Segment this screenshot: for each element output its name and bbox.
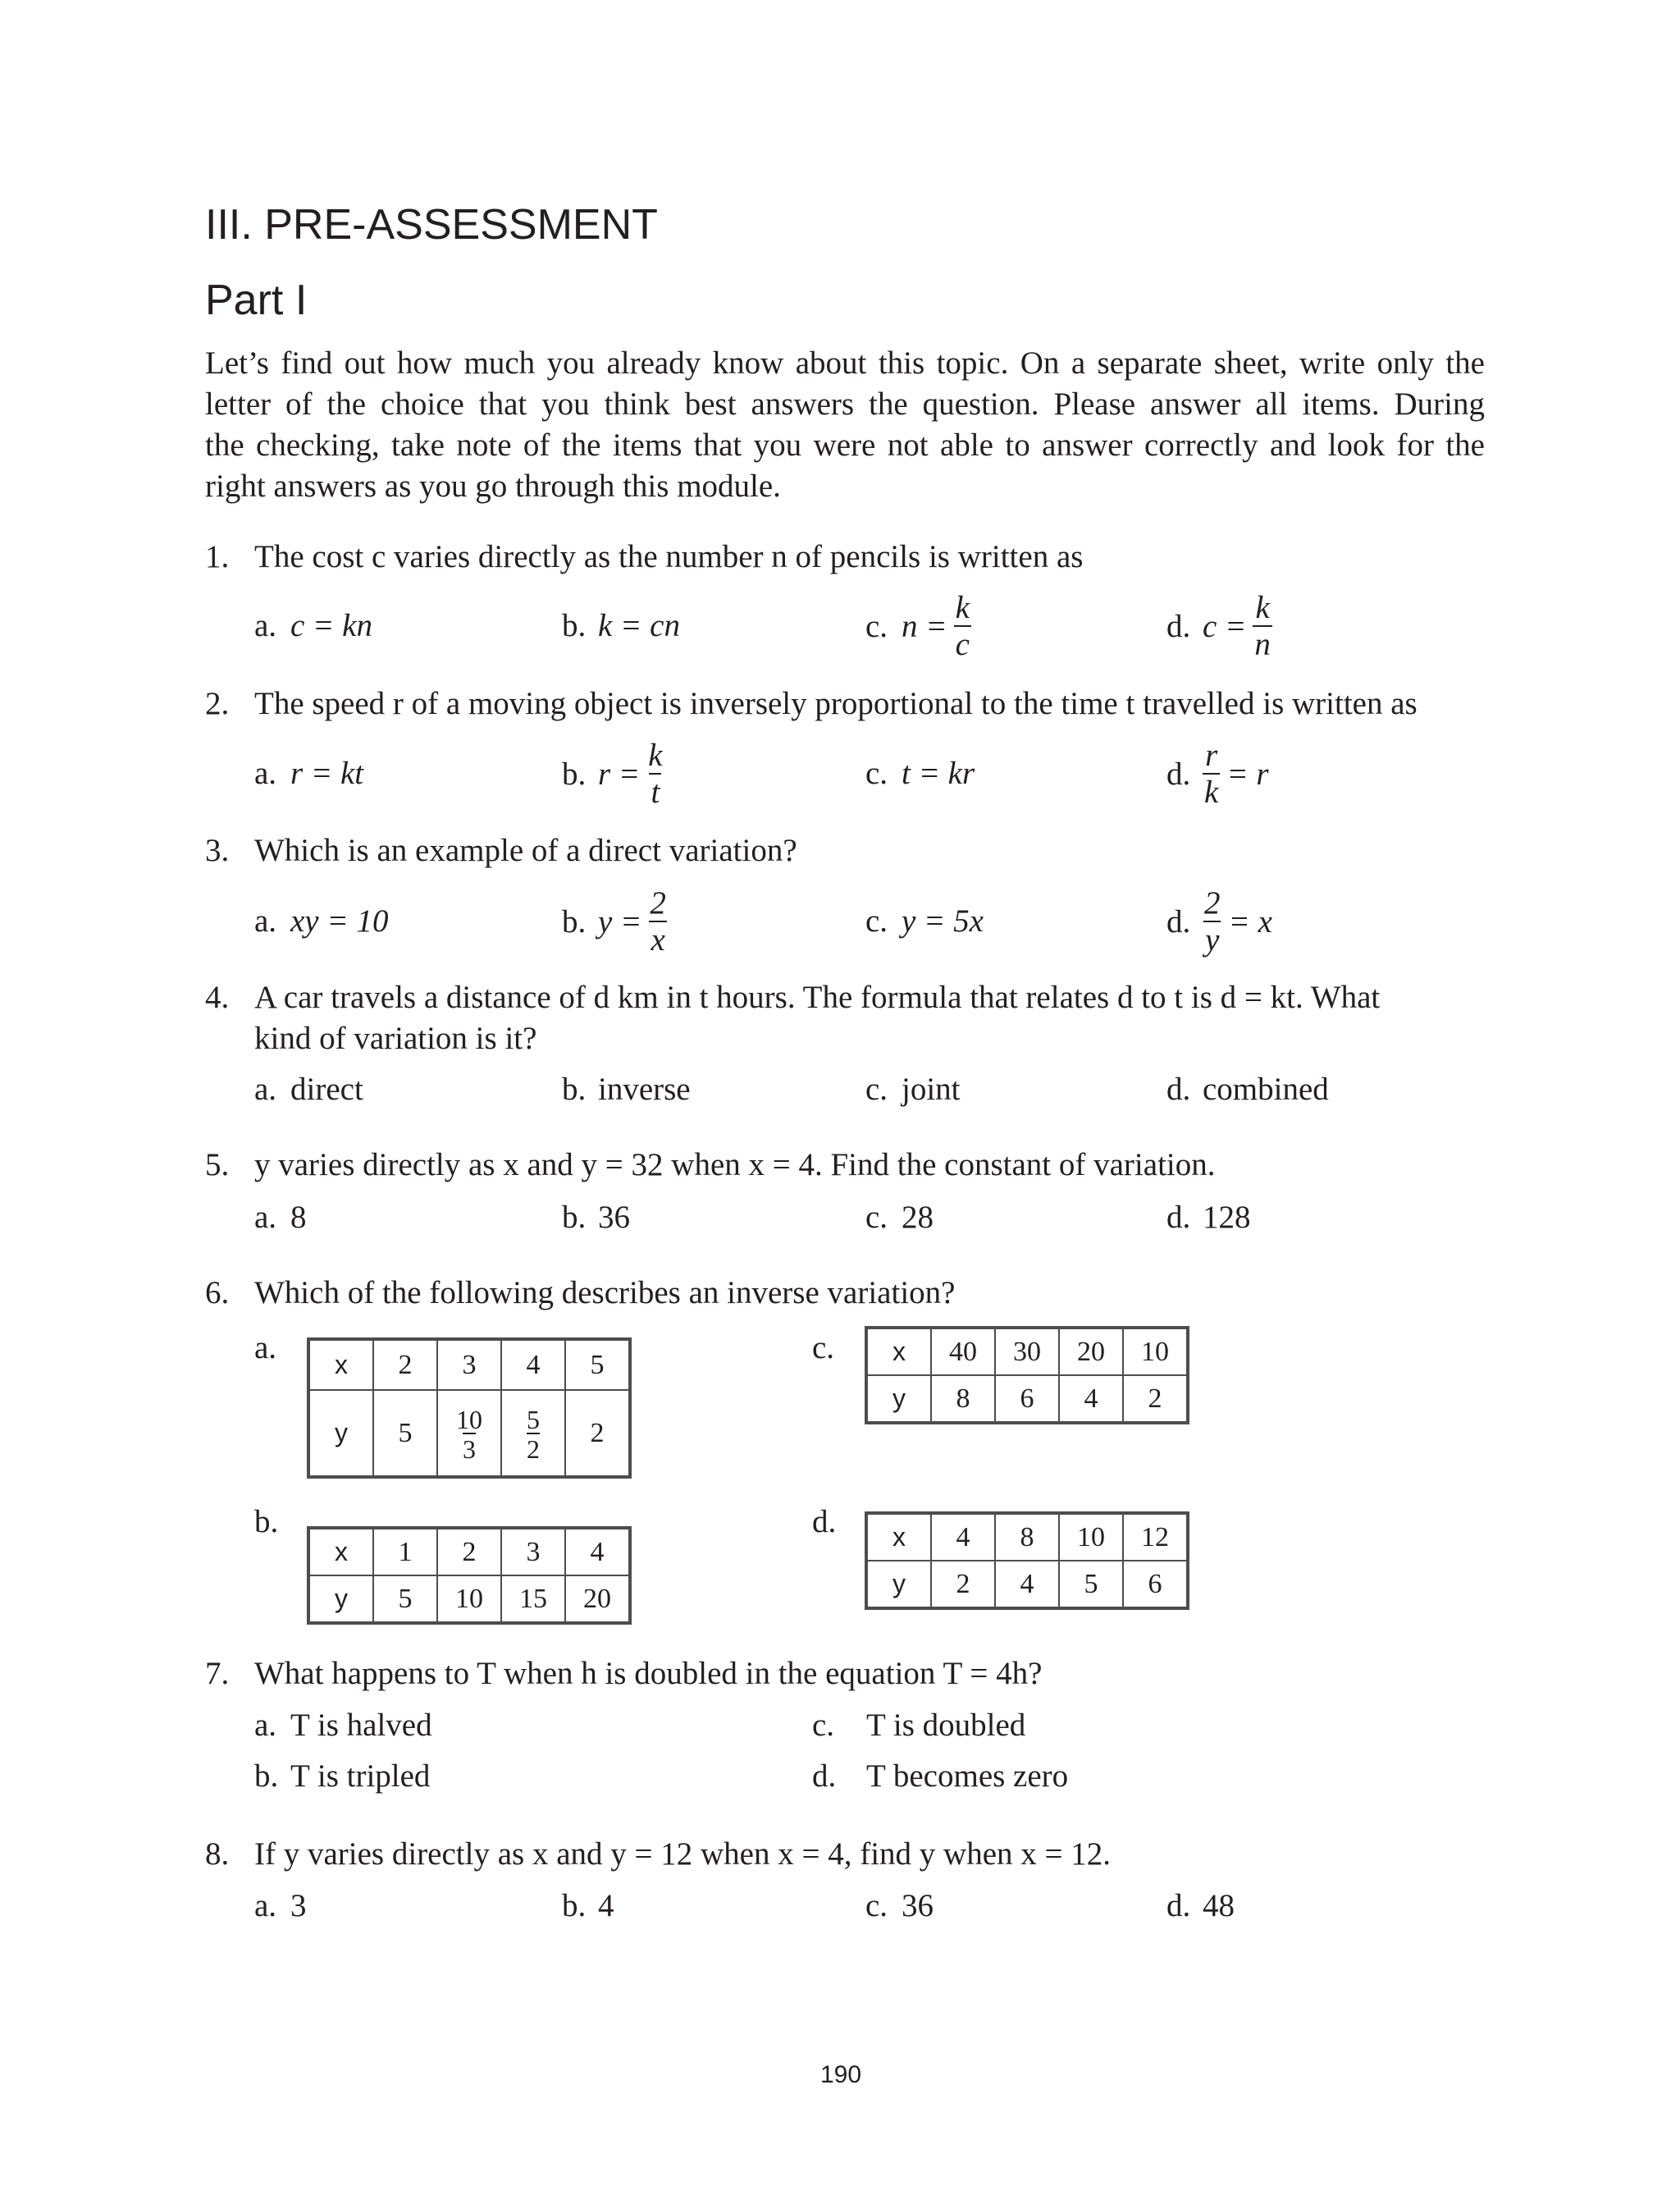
table-cell: 2 (373, 1339, 437, 1390)
table-cell: y (866, 1561, 931, 1608)
table-cell (501, 1390, 565, 1477)
option-text: 8 (290, 1200, 307, 1235)
table-cell: 2 (1123, 1375, 1188, 1423)
option-4a[interactable] (254, 1069, 363, 1110)
question-number: 6. (205, 1275, 230, 1310)
question-text: Which of the following describes an inverse variation? (254, 1275, 956, 1310)
option-letter: d. (1166, 1888, 1191, 1923)
option-lhs: r = (598, 756, 641, 792)
table-cell: x (866, 1513, 931, 1561)
table-cell: 8 (931, 1375, 995, 1423)
table-6a (307, 1337, 632, 1479)
option-letter: d. (812, 1758, 837, 1794)
option-letter: d. (1166, 1200, 1191, 1235)
question-text: A car travels a distance of d km in t hours. The formula that relates d to t is d = kt. What (254, 980, 1381, 1015)
fraction-numerator: k (1255, 590, 1270, 625)
fraction-numerator: 10 (456, 1404, 482, 1434)
table-cell: 20 (565, 1575, 630, 1623)
fraction-numerator: r (1205, 738, 1218, 773)
table-cell: 5 (1059, 1561, 1123, 1608)
option-lhs: c = (1203, 608, 1247, 644)
option-text: combined (1203, 1072, 1329, 1107)
table-cell: 20 (1059, 1328, 1123, 1375)
table-cell: 1 (373, 1528, 437, 1575)
table-cell: y (308, 1575, 373, 1623)
option-letter: c. (865, 903, 888, 939)
fraction-numerator: k (955, 590, 970, 625)
option-letter: b. (562, 756, 587, 792)
question-text: If y varies directly as x and y = 12 when x = 4, find y when x = 12. (254, 1836, 1112, 1872)
table-cell: 4 (501, 1339, 565, 1390)
option-3b[interactable] (562, 880, 668, 962)
option-text: 128 (1203, 1200, 1251, 1235)
section-title: III. PRE-ASSESSMENT (205, 201, 658, 249)
fraction-denominator: t (651, 775, 660, 810)
table-6c (865, 1326, 1189, 1424)
table-cell: y (866, 1375, 931, 1423)
option-letter: c. (865, 756, 888, 791)
table-row (866, 1513, 1188, 1561)
option-7d[interactable] (812, 1756, 1068, 1797)
table-cell: x (308, 1528, 373, 1575)
fraction-denominator: n (1254, 627, 1271, 662)
table-cell: 10 (1123, 1328, 1188, 1375)
option-letter: c. (812, 1708, 835, 1743)
option-8d[interactable] (1166, 1886, 1235, 1927)
option-2c[interactable] (865, 753, 975, 794)
option-3c[interactable] (865, 901, 984, 942)
option-letter: b. (562, 1072, 587, 1107)
option-8c[interactable] (865, 1886, 934, 1927)
option-letter: a. (254, 608, 277, 643)
option-2a[interactable] (254, 753, 363, 794)
option-letter-6d[interactable]: d. (812, 1504, 837, 1539)
table-cell: 12 (1123, 1513, 1188, 1561)
table-cell: 4 (931, 1513, 995, 1561)
option-text: 36 (598, 1200, 630, 1235)
option-letter: a. (254, 903, 277, 939)
table-cell: 2 (437, 1528, 501, 1575)
table-cell: 5 (373, 1575, 437, 1623)
option-1c[interactable] (865, 585, 971, 667)
table-cell: 4 (995, 1561, 1059, 1608)
table-cell: 4 (1059, 1375, 1123, 1423)
option-4d[interactable] (1166, 1069, 1329, 1110)
option-text: T is doubled (866, 1708, 1026, 1743)
fraction-numerator: 5 (527, 1404, 540, 1434)
option-5c[interactable] (865, 1197, 934, 1238)
option-text: r = kt (290, 756, 364, 791)
option-5d[interactable] (1166, 1197, 1251, 1238)
table-row (308, 1575, 630, 1623)
option-7a[interactable] (254, 1705, 432, 1746)
option-7c[interactable] (812, 1705, 1025, 1746)
option-text: T is halved (290, 1708, 432, 1743)
option-letter: a. (254, 1072, 277, 1107)
question-text: Which is an example of a direct variation? (254, 833, 797, 868)
option-2b[interactable] (562, 733, 664, 815)
option-letter: a. (254, 1888, 277, 1923)
option-letter-6c[interactable]: c. (812, 1330, 835, 1365)
option-text: 36 (902, 1888, 934, 1923)
table-cell: 5 (565, 1339, 630, 1390)
table-cell: 2 (565, 1390, 630, 1477)
instruction-line: right answers as you go through this module. (205, 469, 781, 504)
option-2d[interactable] (1166, 733, 1269, 815)
fraction-numerator: k (648, 738, 663, 773)
option-1a[interactable] (254, 606, 372, 647)
table-cell: y (308, 1390, 373, 1477)
option-text: 28 (902, 1200, 934, 1235)
option-5b[interactable] (562, 1197, 630, 1238)
table-cell: 6 (995, 1375, 1059, 1423)
table-row (866, 1328, 1188, 1375)
option-8a[interactable] (254, 1886, 307, 1927)
option-lhs: n = (902, 608, 947, 644)
option-letter: b. (562, 1200, 587, 1235)
part-title: Part I (205, 277, 308, 324)
table-cell: 3 (437, 1339, 501, 1390)
table-row (308, 1390, 630, 1477)
option-4c[interactable] (865, 1069, 961, 1110)
table-6b (307, 1526, 632, 1625)
option-letter: b. (562, 903, 587, 940)
option-letter: c. (865, 608, 888, 644)
question-text: y varies directly as x and y = 32 when x = 4. Find the constant of variation. (254, 1147, 1216, 1182)
option-letter: a. (254, 1708, 277, 1743)
table-cell: x (866, 1328, 931, 1375)
option-1d[interactable] (1166, 585, 1272, 667)
instruction-line: letter of the choice that you think best answers the question. Please answer all items. During (205, 386, 1485, 422)
option-letter: c. (865, 1888, 888, 1923)
option-text: t = kr (902, 756, 975, 791)
option-rhs: = r (1226, 756, 1269, 792)
table-6d (865, 1511, 1189, 1610)
option-text: xy = 10 (290, 903, 389, 939)
option-letter: a. (254, 756, 277, 791)
question-number: 1. (205, 539, 230, 574)
question-text: The speed r of a moving object is inversely proportional to the time t travelled is written as (254, 686, 1418, 721)
option-text: k = cn (598, 608, 680, 643)
table-cell: 15 (501, 1575, 565, 1623)
fraction-numerator: 2 (1204, 885, 1221, 921)
option-letter: d. (1166, 903, 1191, 940)
table-cell: 3 (501, 1528, 565, 1575)
option-text: T is tripled (290, 1758, 431, 1794)
option-text: joint (902, 1072, 961, 1107)
option-text: 3 (290, 1888, 307, 1923)
fraction-denominator: 3 (463, 1433, 476, 1464)
table-cell: 5 (373, 1390, 437, 1477)
option-letter: c. (865, 1072, 888, 1107)
option-letter: d. (1166, 1072, 1191, 1107)
table-row (308, 1339, 630, 1390)
page-number: 190 (820, 2061, 862, 2088)
option-text: 48 (1203, 1888, 1235, 1923)
table-cell: 40 (931, 1328, 995, 1375)
question-number: 5. (205, 1147, 230, 1182)
table-cell: 4 (565, 1528, 630, 1575)
option-text: T becomes zero (866, 1758, 1069, 1794)
table-cell: 8 (995, 1513, 1059, 1561)
option-letter: b. (562, 1888, 587, 1923)
option-3d[interactable] (1166, 880, 1272, 962)
table-cell: 10 (1059, 1513, 1123, 1561)
instructions (205, 343, 1485, 507)
option-letter: c. (865, 1200, 888, 1235)
question-number: 7. (205, 1656, 230, 1691)
option-7b[interactable] (254, 1756, 430, 1797)
option-letter: d. (1166, 608, 1191, 644)
option-letter: d. (1166, 756, 1191, 792)
option-rhs: = x (1228, 903, 1272, 940)
option-text: inverse (598, 1072, 691, 1107)
question-text: The cost c varies directly as the number n of pencils is written as (254, 539, 1084, 574)
table-cell: 2 (931, 1561, 995, 1608)
option-5a[interactable] (254, 1197, 307, 1238)
fraction-denominator: x (651, 922, 665, 958)
fraction-denominator: y (1205, 922, 1220, 958)
table-cell: 30 (995, 1328, 1059, 1375)
option-text: y = 5x (902, 903, 984, 939)
option-text: 4 (598, 1888, 614, 1923)
option-4b[interactable] (562, 1069, 691, 1110)
question-number: 3. (205, 833, 230, 868)
question-number: 2. (205, 686, 230, 721)
question-text: What happens to T when h is doubled in the equation T = 4h? (254, 1656, 1043, 1691)
instruction-line: the checking, take note of the items that you were not able to answer correctly and look for the (205, 427, 1485, 463)
table-row (866, 1561, 1188, 1608)
table-cell (437, 1390, 501, 1477)
fraction-numerator: 2 (650, 885, 666, 921)
option-1b[interactable] (562, 606, 680, 647)
question-number: 8. (205, 1836, 230, 1872)
option-text: direct (290, 1072, 363, 1107)
table-cell: 6 (1123, 1561, 1188, 1608)
table-row (308, 1528, 630, 1575)
instruction-line: Let’s find out how much you already know about this topic. On a separate sheet, write only the (205, 345, 1485, 381)
option-letter: b. (254, 1758, 279, 1794)
option-letter: b. (562, 608, 587, 643)
table-row (866, 1375, 1188, 1423)
table-cell: 10 (437, 1575, 501, 1623)
option-3a[interactable] (254, 901, 388, 942)
option-text: c = kn (290, 608, 372, 643)
fraction-denominator: k (1204, 775, 1219, 810)
option-letter: a. (254, 1200, 277, 1235)
option-letter-6b[interactable]: b. (254, 1504, 279, 1539)
table-cell: x (308, 1339, 373, 1390)
fraction-denominator: c (955, 627, 970, 662)
option-letter-6a[interactable]: a. (254, 1330, 277, 1365)
question-number: 4. (205, 980, 230, 1015)
fraction-denominator: 2 (527, 1433, 540, 1464)
option-lhs: y = (598, 903, 642, 940)
question-text: kind of variation is it? (254, 1021, 537, 1056)
option-8b[interactable] (562, 1886, 614, 1927)
